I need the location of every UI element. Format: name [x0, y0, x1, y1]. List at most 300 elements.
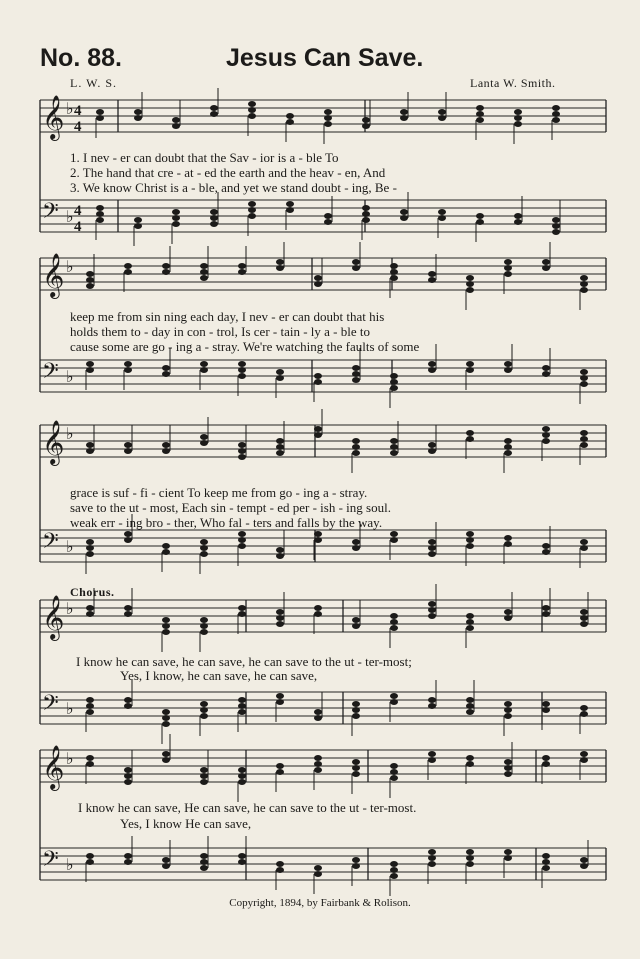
note-head [276, 444, 284, 450]
note-head [276, 861, 284, 867]
note-head [200, 853, 208, 859]
note-head [390, 867, 398, 873]
note-head [314, 275, 322, 281]
note-head [542, 605, 550, 611]
note-head [390, 613, 398, 619]
note-head [200, 269, 208, 275]
note-head [276, 450, 284, 456]
note-head [504, 855, 512, 861]
note-head [580, 375, 588, 381]
note-head [580, 857, 588, 863]
note-head [162, 263, 170, 269]
note-head [542, 371, 550, 377]
note-head [352, 623, 360, 629]
note-head [314, 605, 322, 611]
note-head [162, 442, 170, 448]
lyric-line: 1. I nev - er can doubt that the Sav - ior is a - ble To [70, 150, 339, 165]
note-head [210, 111, 218, 117]
note-head [504, 438, 512, 444]
note-head [428, 703, 436, 709]
note-head [466, 275, 474, 281]
key-flat-icon: ♭ [66, 367, 74, 386]
note-head [200, 629, 208, 635]
note-head [314, 426, 322, 432]
note-head [352, 707, 360, 713]
note-head [466, 430, 474, 436]
note-head [428, 849, 436, 855]
note-head [428, 551, 436, 557]
copyright-notice: Copyright, 1894, by Fairbank & Rolison. [229, 897, 411, 909]
note-head [200, 767, 208, 773]
chorus-lyric-upper-1: I know he can save, he can save, he can save to the ut - ter-most; [76, 654, 412, 669]
note-head [352, 377, 360, 383]
note-head [466, 361, 474, 367]
note-head [514, 213, 522, 219]
note-head [476, 111, 484, 117]
note-head [580, 863, 588, 869]
note-head [466, 367, 474, 373]
note-head [86, 697, 94, 703]
note-head [276, 375, 284, 381]
time-signature-bottom: 4 [74, 219, 82, 235]
note-head [390, 775, 398, 781]
note-head [504, 444, 512, 450]
note-head [200, 701, 208, 707]
note-head [466, 436, 474, 442]
note-head [428, 757, 436, 763]
note-head [580, 381, 588, 387]
note-head [238, 859, 246, 865]
note-head [580, 436, 588, 442]
lyric-line: save to the ut - most, Each sin - tempt - ed per - ish - ing soul. [70, 500, 391, 515]
time-signature-bottom: 4 [74, 119, 82, 135]
note-head [466, 613, 474, 619]
note-head [552, 223, 560, 229]
key-flat-icon: ♭ [66, 99, 74, 118]
note-head [314, 715, 322, 721]
note-head [580, 369, 588, 375]
note-head [476, 219, 484, 225]
note-head [466, 287, 474, 293]
lyric-line: 3. We know Christ is a - ble, and yet we stand doubt - ing, Be - [70, 180, 397, 195]
note-head [314, 761, 322, 767]
note-head [542, 611, 550, 617]
note-head [238, 361, 246, 367]
note-head [86, 545, 94, 551]
key-flat-icon: ♭ [66, 599, 74, 618]
note-head [390, 861, 398, 867]
note-head [352, 444, 360, 450]
key-flat-icon: ♭ [66, 855, 74, 874]
note-head [504, 535, 512, 541]
note-head [200, 779, 208, 785]
note-head [276, 763, 284, 769]
lyric-line: cause some are go - ing a - stray. We're watching the faults of some [70, 339, 420, 354]
note-head [352, 857, 360, 863]
lyric-line: 2. The hand that cre - at - ed the earth and the heav - en, And [70, 165, 386, 180]
note-head [162, 721, 170, 727]
note-head [438, 215, 446, 221]
note-head [86, 755, 94, 761]
note-head [276, 609, 284, 615]
note-head [352, 713, 360, 719]
note-head [200, 263, 208, 269]
note-head [390, 444, 398, 450]
note-head [124, 697, 132, 703]
note-head [504, 615, 512, 621]
note-head [400, 215, 408, 221]
author-credit: Lanta W. Smith. [470, 76, 556, 90]
note-head [200, 623, 208, 629]
note-head [352, 759, 360, 765]
note-head [466, 543, 474, 549]
note-head [390, 537, 398, 543]
note-head [86, 709, 94, 715]
note-head [276, 867, 284, 873]
note-head [86, 367, 94, 373]
note-head [552, 111, 560, 117]
bass-clef-icon: 𝄢 [42, 847, 59, 877]
note-head [428, 271, 436, 277]
note-head [86, 703, 94, 709]
note-head [466, 703, 474, 709]
note-head [124, 269, 132, 275]
note-head [466, 755, 474, 761]
note-head [248, 101, 256, 107]
note-head [124, 605, 132, 611]
note-head [352, 545, 360, 551]
note-head [238, 269, 246, 275]
note-head [504, 541, 512, 547]
note-head [162, 371, 170, 377]
note-head [238, 537, 246, 543]
note-head [172, 215, 180, 221]
treble-clef-icon: 𝄞 [42, 420, 65, 464]
note-head [276, 621, 284, 627]
note-head [542, 365, 550, 371]
note-head [134, 223, 142, 229]
lyric-line: keep me from sin ning each day, I nev - er can doubt that his [70, 309, 385, 324]
note-head [352, 863, 360, 869]
note-head [200, 773, 208, 779]
note-head [504, 759, 512, 765]
note-head [580, 287, 588, 293]
note-head [162, 269, 170, 275]
note-head [390, 619, 398, 625]
note-head [542, 701, 550, 707]
note-head [428, 697, 436, 703]
note-head [466, 625, 474, 631]
note-head [580, 621, 588, 627]
note-head [504, 271, 512, 277]
note-head [514, 219, 522, 225]
key-flat-icon: ♭ [66, 424, 74, 443]
note-head [162, 543, 170, 549]
note-head [466, 697, 474, 703]
note-head [86, 605, 94, 611]
note-head [428, 361, 436, 367]
note-head [238, 709, 246, 715]
note-head [124, 531, 132, 537]
note-head [552, 229, 560, 235]
note-head [476, 117, 484, 123]
note-head [172, 221, 180, 227]
note-head [200, 440, 208, 446]
chorus-lyric-lower-2: Yes, I know He can save, [120, 816, 252, 831]
note-head [428, 448, 436, 454]
note-head [238, 779, 246, 785]
note-head [580, 751, 588, 757]
treble-clef-icon: 𝄞 [42, 595, 65, 639]
note-head [162, 629, 170, 635]
note-head [428, 751, 436, 757]
note-head [466, 619, 474, 625]
note-head [276, 265, 284, 271]
note-head [466, 537, 474, 543]
note-head [276, 438, 284, 444]
note-head [124, 859, 132, 865]
note-head [400, 109, 408, 115]
note-head [124, 448, 132, 454]
note-head [504, 259, 512, 265]
note-head [542, 761, 550, 767]
bass-clef-icon: 𝄢 [42, 359, 59, 389]
note-head [96, 205, 104, 211]
note-head [542, 707, 550, 713]
note-head [86, 853, 94, 859]
note-head [542, 426, 550, 432]
note-head [162, 365, 170, 371]
note-head [428, 861, 436, 867]
note-head [504, 771, 512, 777]
note-head [200, 865, 208, 871]
note-head [352, 371, 360, 377]
note-head [276, 615, 284, 621]
note-head [352, 765, 360, 771]
note-head [466, 281, 474, 287]
note-head [428, 601, 436, 607]
note-head [362, 205, 370, 211]
note-head [238, 373, 246, 379]
note-head [542, 865, 550, 871]
note-head [200, 367, 208, 373]
note-head [542, 259, 550, 265]
note-head [200, 361, 208, 367]
note-head [390, 373, 398, 379]
note-head [248, 213, 256, 219]
note-head [162, 448, 170, 454]
note-head [504, 707, 512, 713]
note-head [580, 615, 588, 621]
note-head [172, 209, 180, 215]
note-head [466, 709, 474, 715]
note-head [466, 531, 474, 537]
note-head [580, 442, 588, 448]
note-head [324, 213, 332, 219]
note-head [390, 763, 398, 769]
note-head [200, 859, 208, 865]
note-head [466, 861, 474, 867]
note-head [390, 438, 398, 444]
note-head [352, 438, 360, 444]
key-flat-icon: ♭ [66, 699, 74, 718]
note-head [314, 767, 322, 773]
note-head [314, 611, 322, 617]
lyric-line: grace is suf - fi - cient To keep me from go - ing a - stray. [70, 485, 368, 500]
note-head [362, 117, 370, 123]
note-head [352, 450, 360, 456]
note-head [238, 263, 246, 269]
note-head [276, 769, 284, 775]
note-head [390, 450, 398, 456]
note-head [238, 773, 246, 779]
note-head [324, 109, 332, 115]
note-head [552, 117, 560, 123]
note-head [314, 709, 322, 715]
note-head [514, 121, 522, 127]
note-head [124, 367, 132, 373]
note-head [238, 703, 246, 709]
note-head [466, 849, 474, 855]
note-head [390, 873, 398, 879]
key-flat-icon: ♭ [66, 207, 74, 226]
note-head [286, 201, 294, 207]
note-head [96, 217, 104, 223]
note-head [428, 613, 436, 619]
note-head [124, 779, 132, 785]
note-head [580, 757, 588, 763]
note-head [324, 121, 332, 127]
note-head [210, 209, 218, 215]
note-head [580, 539, 588, 545]
note-head [238, 767, 246, 773]
note-head [162, 623, 170, 629]
note-head [172, 123, 180, 129]
note-head [200, 707, 208, 713]
chorus-lyric-lower-1: Yes, I know, he can save, he can save, [120, 668, 318, 683]
note-head [390, 275, 398, 281]
chorus-lyric-upper-2: I know he can save, He can save, he can save to the ut - ter-most. [78, 800, 417, 815]
composer-credit: L. W. S. [70, 76, 118, 90]
note-head [238, 697, 246, 703]
note-head [200, 275, 208, 281]
note-head [162, 709, 170, 715]
note-head [200, 434, 208, 440]
note-head [248, 113, 256, 119]
note-head [200, 545, 208, 551]
note-head [124, 611, 132, 617]
note-head [276, 699, 284, 705]
note-head [200, 617, 208, 623]
time-signature-top: 4 [74, 103, 82, 119]
note-head [352, 701, 360, 707]
note-head [390, 693, 398, 699]
key-flat-icon: ♭ [66, 537, 74, 556]
hymn-number: No. 88. [40, 44, 122, 72]
bass-clef-icon: 𝄢 [42, 529, 59, 559]
note-head [438, 209, 446, 215]
note-head [210, 221, 218, 227]
note-head [238, 454, 246, 460]
note-head [352, 265, 360, 271]
note-head [514, 109, 522, 115]
note-head [400, 209, 408, 215]
note-head [162, 757, 170, 763]
note-head [352, 259, 360, 265]
note-head [162, 751, 170, 757]
note-head [314, 373, 322, 379]
note-head [314, 281, 322, 287]
note-head [124, 773, 132, 779]
note-head [324, 219, 332, 225]
note-head [514, 115, 522, 121]
note-head [542, 859, 550, 865]
note-head [428, 277, 436, 283]
note-head [390, 379, 398, 385]
note-head [390, 269, 398, 275]
note-head [428, 855, 436, 861]
hymn-title: Jesus Can Save. [226, 44, 424, 72]
note-head [86, 361, 94, 367]
note-head [86, 761, 94, 767]
note-head [314, 531, 322, 537]
note-head [124, 263, 132, 269]
note-head [124, 767, 132, 773]
note-head [428, 545, 436, 551]
note-head [438, 109, 446, 115]
note-head [428, 539, 436, 545]
note-head [314, 755, 322, 761]
note-head [352, 771, 360, 777]
note-head [504, 701, 512, 707]
note-head [86, 277, 94, 283]
note-head [580, 281, 588, 287]
note-head [580, 609, 588, 615]
note-head [276, 547, 284, 553]
note-head [504, 849, 512, 855]
note-head [552, 217, 560, 223]
verse-lyrics-system-2 [70, 309, 419, 354]
note-head [352, 539, 360, 545]
note-head [162, 549, 170, 555]
note-head [580, 705, 588, 711]
note-head [238, 853, 246, 859]
treble-clef-icon: 𝄞 [42, 95, 65, 139]
note-head [86, 283, 94, 289]
note-head [580, 711, 588, 717]
note-head [390, 699, 398, 705]
note-head [86, 859, 94, 865]
note-head [476, 105, 484, 111]
note-head [248, 207, 256, 213]
note-head [134, 115, 142, 121]
note-head [428, 367, 436, 373]
note-head [162, 863, 170, 869]
note-head [466, 855, 474, 861]
note-head [248, 201, 256, 207]
note-head [86, 442, 94, 448]
note-head [134, 109, 142, 115]
note-head [580, 430, 588, 436]
key-flat-icon: ♭ [66, 257, 74, 276]
note-head [324, 115, 332, 121]
note-head [134, 217, 142, 223]
note-head [162, 857, 170, 863]
note-head [542, 853, 550, 859]
verse-lyrics-system-3 [70, 485, 391, 530]
note-head [504, 609, 512, 615]
note-head [580, 275, 588, 281]
